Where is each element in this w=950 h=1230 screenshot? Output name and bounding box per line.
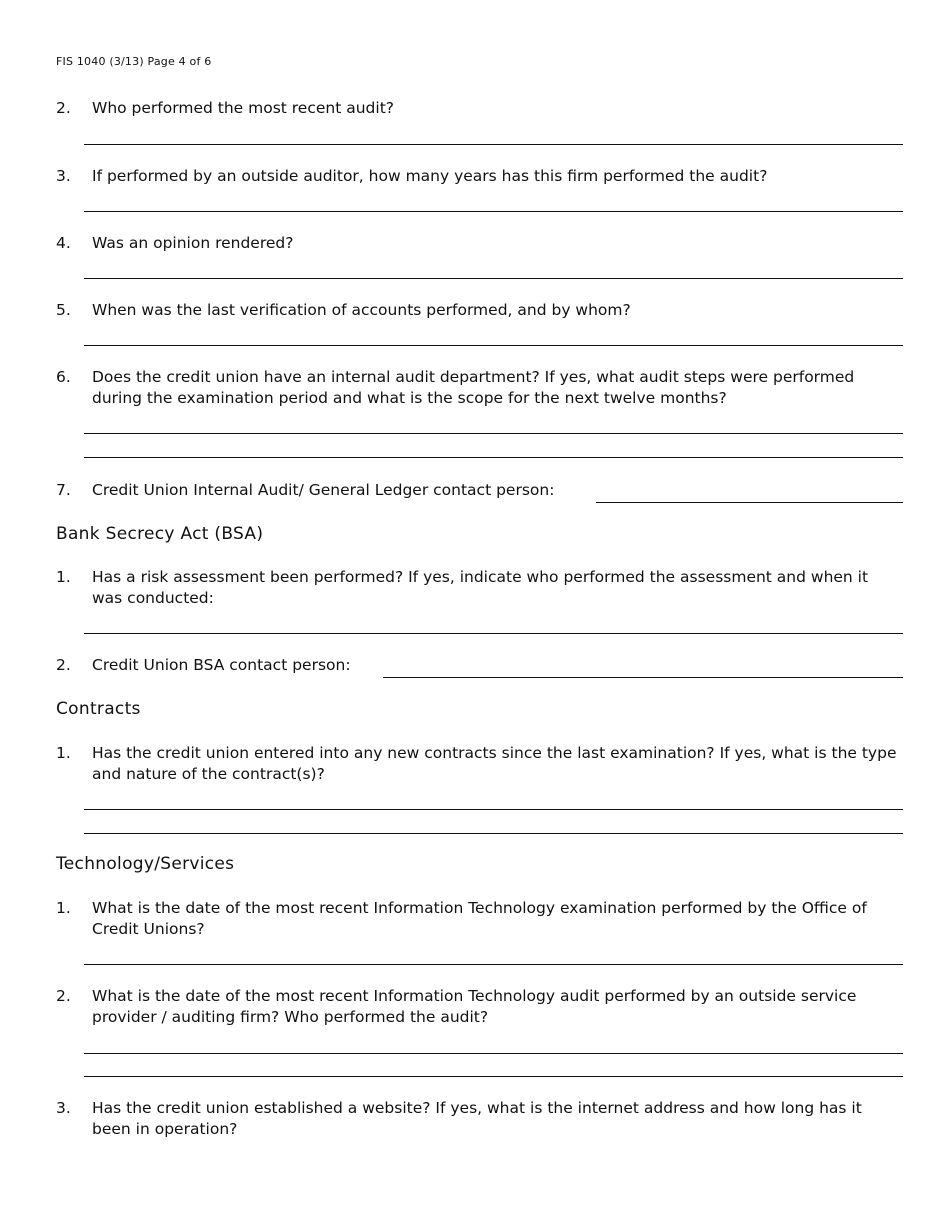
form-header: FIS 1040 (3/13) Page 4 of 6 — [56, 55, 212, 68]
contact-person-field[interactable] — [596, 502, 903, 503]
answer-line[interactable] — [84, 1053, 903, 1054]
question-number: 6. — [56, 368, 71, 386]
question-text: When was the last verification of accounts performed, and by whom? — [92, 301, 631, 319]
question-text: What is the date of the most recent Information Technology examination performed by the Office of Credit Unions? — [92, 899, 867, 938]
section-title: Bank Secrecy Act (BSA) — [56, 524, 264, 544]
question-number: 1. — [56, 568, 71, 586]
answer-line[interactable] — [84, 833, 903, 834]
answer-line[interactable] — [84, 144, 903, 145]
question-text: What is the date of the most recent Information Technology audit performed by an outside service provider / auditing firm? Who performed the audit? — [92, 987, 857, 1026]
question-text: Has the credit union entered into any new contracts since the last examination? If yes, what is the type and nature of the contract(s)? — [92, 744, 897, 783]
answer-line[interactable] — [84, 809, 903, 810]
answer-line[interactable] — [84, 211, 903, 212]
question-text: Who performed the most recent audit? — [92, 99, 395, 117]
question-text: Credit Union BSA contact person: — [92, 656, 351, 674]
question-number: 2. — [56, 987, 71, 1005]
question-number: 2. — [56, 656, 71, 674]
question-text: Has a risk assessment been performed? If yes, indicate who performed the assessment and when it was conducted: — [92, 568, 869, 607]
question-number: 2. — [56, 99, 71, 117]
question-number: 3. — [56, 1099, 71, 1117]
question-text: Has the credit union established a website? If yes, what is the internet address and how long has it been in operation? — [92, 1099, 862, 1138]
question-number: 1. — [56, 744, 71, 762]
answer-line[interactable] — [84, 633, 903, 634]
question-number: 5. — [56, 301, 71, 319]
question-number: 7. — [56, 481, 71, 499]
answer-line[interactable] — [84, 433, 903, 434]
answer-line[interactable] — [84, 1076, 903, 1077]
section-title: Contracts — [56, 699, 141, 719]
question-number: 3. — [56, 167, 71, 185]
question-number: 1. — [56, 899, 71, 917]
question-text: Credit Union Internal Audit/ General Ledger contact person: — [92, 481, 555, 499]
question-text: If performed by an outside auditor, how many years has this firm performed the audit? — [92, 167, 768, 185]
answer-line[interactable] — [84, 457, 903, 458]
question-number: 4. — [56, 234, 71, 252]
bsa-contact-field[interactable] — [383, 677, 903, 678]
question-text: Does the credit union have an internal audit department? If yes, what audit steps were performed during the examination period and what is the scope for the next twelve months? — [92, 368, 855, 407]
answer-line[interactable] — [84, 278, 903, 279]
section-title: Technology/Services — [56, 854, 235, 874]
answer-line[interactable] — [84, 345, 903, 346]
question-text: Was an opinion rendered? — [92, 234, 294, 252]
answer-line[interactable] — [84, 964, 903, 965]
